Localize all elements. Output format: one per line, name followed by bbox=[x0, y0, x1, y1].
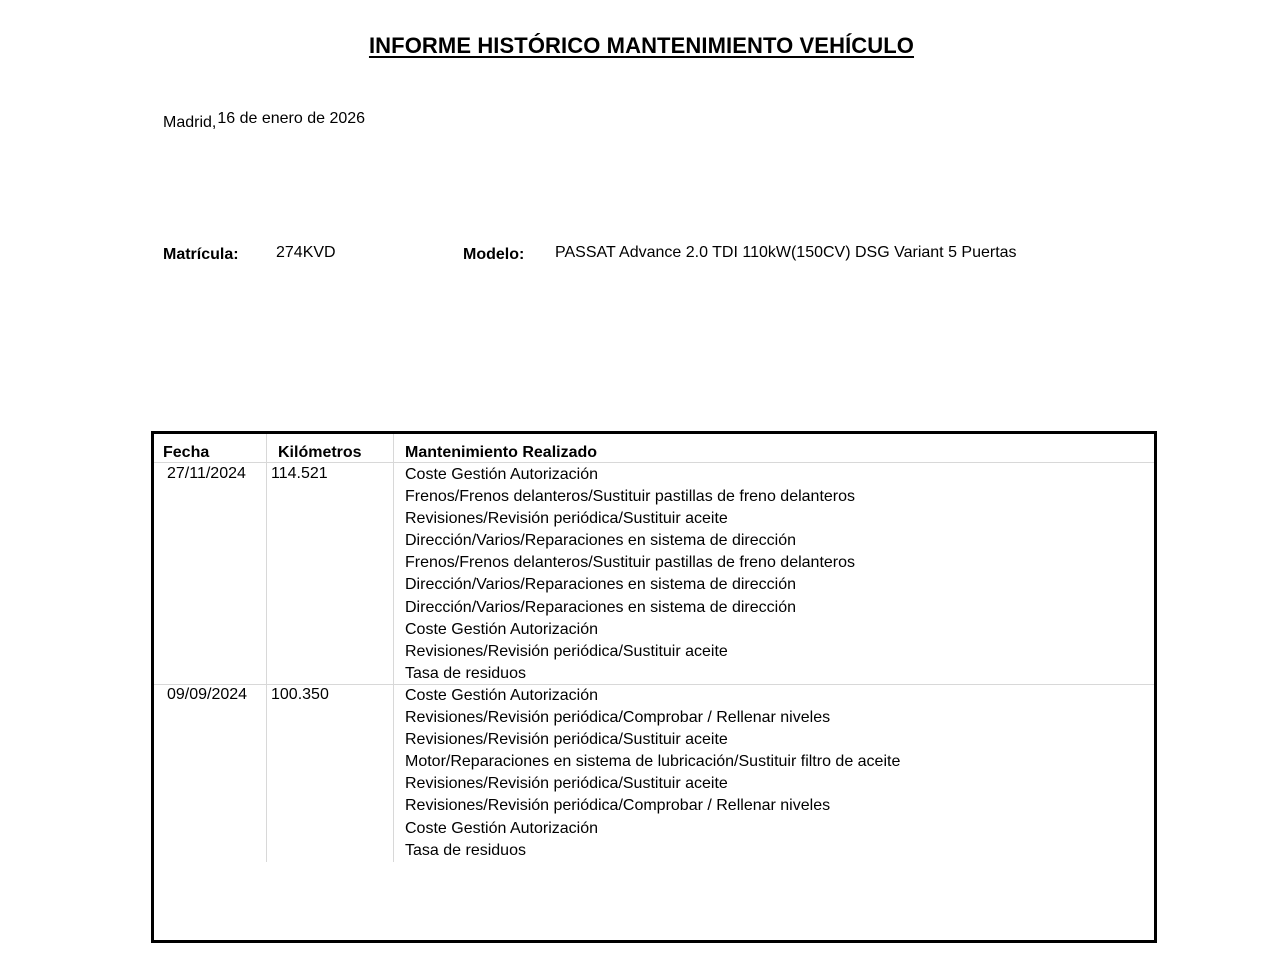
maintenance-item: Coste Gestión Autorización bbox=[405, 620, 598, 638]
row-date: 27/11/2024 bbox=[167, 465, 246, 482]
row-km: 100.350 bbox=[271, 686, 329, 703]
maintenance-item: Coste Gestión Autorización bbox=[405, 466, 598, 483]
report-title: INFORME HISTÓRICO MANTENIMIENTO VEHÍCULO bbox=[368, 33, 915, 58]
column-header-work: Mantenimiento Realizado bbox=[405, 444, 598, 461]
row-date: 09/09/2024 bbox=[167, 686, 248, 703]
plate-value: 274KVD bbox=[276, 244, 336, 261]
place-date bbox=[163, 112, 365, 130]
maintenance-item: Revisiones/Revisión periódica/Comprobar / Rellenar niveles bbox=[405, 797, 831, 815]
maintenance-item: Dirección/Varios/Reparaciones en sistema de dirección bbox=[405, 532, 796, 550]
maintenance-item: Frenos/Frenos delanteros/Sustituir pastillas de freno delanteros bbox=[405, 554, 856, 572]
maintenance-item: Revisiones/Revisión periódica/Sustituir aceite bbox=[405, 642, 728, 660]
plate-label: Matrícula: bbox=[163, 246, 239, 263]
maintenance-item: Revisiones/Revisión periódica/Sustituir aceite bbox=[405, 510, 728, 528]
maintenance-list bbox=[405, 685, 900, 862]
report-date: 16 de enero de 2026 bbox=[217, 110, 366, 127]
maintenance-item: Revisiones/Revisión periódica/Comprobar / Rellenar niveles bbox=[405, 709, 831, 727]
maintenance-item: Tasa de residuos bbox=[405, 664, 526, 682]
header-divider bbox=[154, 462, 1154, 463]
maintenance-item: Revisiones/Revisión periódica/Sustituir aceite bbox=[405, 731, 728, 749]
model-label: Modelo: bbox=[463, 246, 525, 263]
maintenance-item: Motor/Reparaciones en sistema de lubricación/Sustituir filtro de aceite bbox=[405, 753, 901, 771]
model-value: PASSAT Advance 2.0 TDI 110kW(150CV) DSG Variant 5 Puertas bbox=[555, 244, 1017, 261]
maintenance-list bbox=[405, 464, 855, 685]
maintenance-item: Revisiones/Revisión periódica/Sustituir aceite bbox=[405, 775, 728, 793]
maintenance-item: Coste Gestión Autorización bbox=[405, 819, 598, 837]
maintenance-item: Dirección/Varios/Reparaciones en sistema de dirección bbox=[405, 576, 796, 594]
maintenance-item: Coste Gestión Autorización bbox=[405, 687, 598, 704]
column-header-km: Kilómetros bbox=[278, 444, 362, 461]
row-km: 114.521 bbox=[271, 465, 328, 482]
maintenance-item: Dirección/Varios/Reparaciones en sistema de dirección bbox=[405, 598, 796, 616]
place: Madrid, bbox=[163, 114, 217, 131]
maintenance-item: Tasa de residuos bbox=[405, 841, 526, 859]
column-header-date: Fecha bbox=[163, 444, 210, 461]
maintenance-item: Frenos/Frenos delanteros/Sustituir pastillas de freno delanteros bbox=[405, 488, 856, 506]
column-divider bbox=[393, 434, 394, 862]
column-divider bbox=[266, 434, 267, 862]
